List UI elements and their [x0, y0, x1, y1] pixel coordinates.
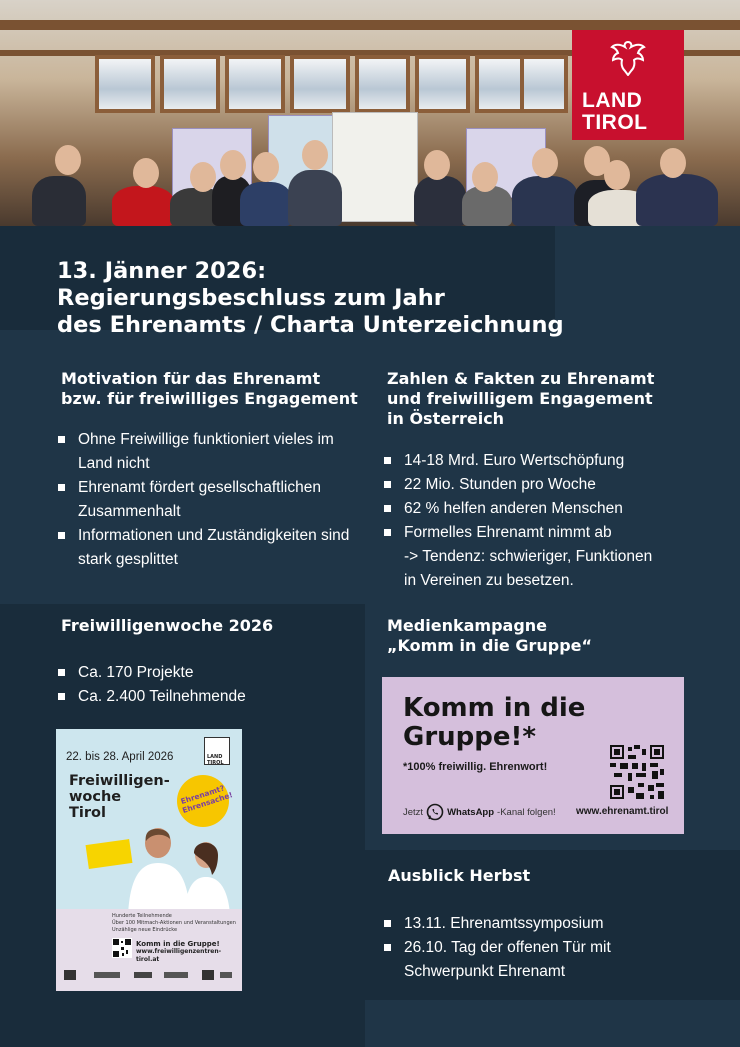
poster-title-line: woche: [69, 789, 122, 805]
outlook-list: [383, 912, 703, 984]
person-head: [532, 148, 558, 178]
person: [636, 174, 718, 226]
window: [160, 55, 220, 113]
list-item-text: 62 % helfen anderen Menschen: [404, 500, 623, 517]
list-item: [383, 449, 703, 473]
eagle-icon: [610, 38, 646, 76]
list-item-text: 22 Mio. Stunden pro Woche: [404, 476, 596, 493]
person: [512, 176, 578, 226]
person-head: [660, 148, 686, 178]
whatsapp-follow[interactable]: [403, 803, 556, 821]
whatsapp-icon: [426, 803, 444, 821]
footer-bold: WhatsApp: [447, 806, 495, 818]
list-item-text: Land nicht: [78, 455, 150, 472]
poster-title-line: Freiwilligen-: [69, 773, 170, 789]
heading-line: Medienkampagne: [387, 616, 548, 635]
list-item-text: Informationen und Zuständigkeiten sind: [78, 527, 350, 544]
list-item: [57, 476, 367, 524]
campaign-title-line: Gruppe!*: [403, 722, 536, 752]
poster-badge-text: Ehrenamt? Ehrensache!: [179, 783, 234, 815]
list-item-text: in Vereinen zu besetzen.: [404, 572, 574, 589]
person-head: [302, 140, 328, 170]
facts-heading: [387, 369, 654, 429]
qr-code-icon: [610, 745, 664, 799]
people-illustration: [118, 815, 238, 915]
page-title: [57, 258, 617, 339]
poster-logo: [204, 737, 230, 765]
logo-text: [582, 90, 648, 134]
title-line: 13. Jänner 2026:: [57, 258, 267, 284]
list-item: [383, 936, 703, 984]
list-item: [383, 521, 703, 593]
list-item-text: -> Tendenz: schwieriger, Funktionen: [404, 548, 653, 565]
window: [290, 55, 350, 113]
week-heading: Freiwilligenwoche 2026: [61, 616, 274, 635]
week-list: [57, 661, 347, 709]
list-item-text: Schwerpunkt Ehrenamt: [404, 963, 566, 980]
heading-line: bzw. für freiwilliges Engagement: [61, 389, 358, 408]
window: [355, 55, 410, 113]
window: [225, 55, 285, 113]
list-item-text: Ca. 2.400 Teilnehmende: [78, 688, 246, 705]
poster-title-line: Tirol: [69, 805, 106, 821]
person-head: [424, 150, 450, 180]
campaign-title-line: Komm in die: [403, 693, 586, 723]
list-item-text: Zusammenhalt: [78, 503, 181, 520]
poster-stat: Hunderte Teilnehmende: [112, 913, 172, 919]
list-item: [383, 497, 703, 521]
heading-line: Motivation für das Ehrenamt: [61, 369, 321, 388]
person-head: [133, 158, 159, 188]
poster-cta-line: Komm in die Gruppe!: [136, 940, 220, 948]
campaign-url[interactable]: www.ehrenamt.tirol: [576, 806, 669, 817]
heading-line: Zahlen & Fakten zu Ehrenamt: [387, 369, 655, 388]
poster-stat: Über 100 Mitmach-Aktionen und Veranstaltungen: [112, 920, 236, 926]
list-item-text: stark gesplittet: [78, 551, 178, 568]
person-head: [472, 162, 498, 192]
list-item-text: 14-18 Mrd. Euro Wertschöpfung: [404, 452, 625, 469]
list-item: [57, 428, 367, 476]
footer-suffix: -Kanal folgen!: [497, 806, 556, 818]
window: [520, 55, 568, 113]
person-head: [220, 150, 246, 180]
person-head: [604, 160, 630, 190]
land-tirol-logo: [572, 30, 684, 140]
list-item-text: Ohne Freiwillige funktioniert vieles im: [78, 431, 334, 448]
person: [462, 186, 512, 226]
qr-code-icon: [112, 938, 132, 958]
campaign-title: [403, 694, 585, 752]
motivation-heading: [61, 369, 358, 409]
heading-line: in Österreich: [387, 409, 505, 428]
person-head: [55, 145, 81, 175]
sponsor-logos: [64, 968, 234, 982]
list-item: [383, 912, 703, 936]
person: [32, 176, 86, 226]
list-item: [383, 473, 703, 497]
window: [415, 55, 470, 113]
motivation-list: [57, 428, 367, 572]
title-line: des Ehrenamts / Charta Unterzeichnung: [57, 312, 564, 338]
logo-line: TIROL: [582, 111, 648, 134]
heading-line: und freiwilligem Engagement: [387, 389, 653, 408]
list-item-text: Ehrenamt fördert gesellschaftlichen: [78, 479, 321, 496]
freiwilligenwoche-poster: [56, 729, 242, 991]
ceiling-beam: [0, 20, 740, 30]
list-item: [57, 524, 367, 572]
hero-photo: [0, 0, 740, 226]
heading-line: „Komm in die Gruppe“: [387, 636, 593, 655]
person: [112, 186, 174, 226]
facts-list: [383, 449, 703, 593]
list-item: [57, 661, 347, 685]
list-item-text: Formelles Ehrenamt nimmt ab: [404, 524, 612, 541]
poster-title: [69, 773, 170, 821]
poster-logo-text: LAND TIROL: [207, 754, 224, 766]
list-item-text: 13.11. Ehrenamtssymposium: [404, 915, 604, 932]
outlook-heading: Ausblick Herbst: [388, 866, 531, 885]
person: [288, 170, 342, 226]
person-head: [190, 162, 216, 192]
person: [240, 182, 292, 226]
list-item-text: 26.10. Tag der offenen Tür mit: [404, 939, 611, 956]
person-head: [253, 152, 279, 182]
poster-cta-line: www.freiwilligenzentren-tirol.at: [136, 948, 222, 963]
poster-cta: [136, 940, 242, 964]
charter-board: [332, 112, 418, 222]
title-line: Regierungsbeschluss zum Jahr: [57, 285, 445, 311]
poster-stat: Unzählige neue Eindrücke: [112, 927, 178, 933]
campaign-card: [382, 677, 684, 834]
person: [414, 176, 466, 226]
footer-prefix: Jetzt: [403, 806, 424, 818]
campaign-subtitle: *100% freiwillig. Ehrenwort!: [403, 761, 548, 773]
poster-date: 22. bis 28. April 2026: [66, 751, 174, 763]
media-heading: [387, 616, 592, 656]
list-item-text: Ca. 170 Projekte: [78, 664, 194, 681]
window: [95, 55, 155, 113]
list-item: [57, 685, 347, 709]
logo-line: LAND: [582, 89, 643, 112]
